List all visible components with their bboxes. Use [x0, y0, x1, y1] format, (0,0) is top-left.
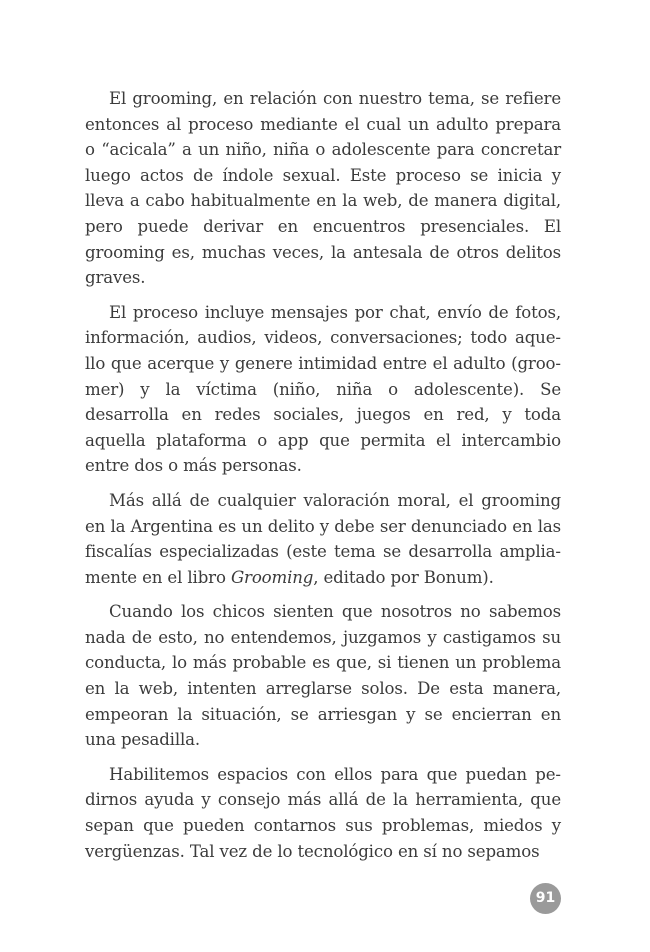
page-number-badge: 91: [530, 883, 561, 914]
paragraph-children-react: Cuando los chicos sienten que nosotros no sabemos nada de esto, no entendemos, juzgamos y castigamos su conducta, lo más probable es que, si tienen un problema en la web, intenten arreglarse solos. De esta manera, empeoran la situación, se arriesgan y se encierran en una pesadilla.: [85, 602, 561, 750]
paragraph-enable-spaces: Habilitemos espacios con ellos para que puedan pedirnos ayuda y consejo más allá de la herramienta, que sepan que pueden contarnos sus problemas, miedos y vergüenzas. Tal vez de lo tecnológico en sí no sepamos: [85, 764, 561, 861]
book-title: Grooming: [230, 567, 314, 587]
paragraph-grooming-definition: El grooming, en relación con nuestro tema, se refiere entonces al proceso mediante el cual un adulto prepara o “acicala” a un niño, niña o adolescente para concretar luego actos de índole sexual. Este proceso se inicia y lleva a cabo habitualmente en la web, de manera digital, pero puede derivar en encuentros presenciales. El grooming es, muchas veces, la antesala de otros delitos graves.: [85, 89, 561, 288]
paragraph-legal-status-tail: , editado por Bonum).: [313, 567, 494, 587]
paragraph-legal-status: [85, 488, 561, 590]
paragraph-legal-status-text: Más allá de cualquier valoración moral, el grooming en la Argentina es un delito y debe ser denunciado en las fiscalías especializadas (este tema se desarrolla ampliamente en el libro: [85, 490, 561, 587]
page-body: [85, 86, 561, 873]
paragraph-grooming-process: El proceso incluye mensajes por chat, envío de fotos, información, audios, videos, conversaciones; todo aquello que acerque y genere intimidad entre el adulto (groomer) y la víctima (niño, niña o adolescente). Se desarrolla en redes sociales, juegos en red, y toda aquella plataforma o app que permita el intercambio entre dos o más personas.: [85, 302, 561, 476]
